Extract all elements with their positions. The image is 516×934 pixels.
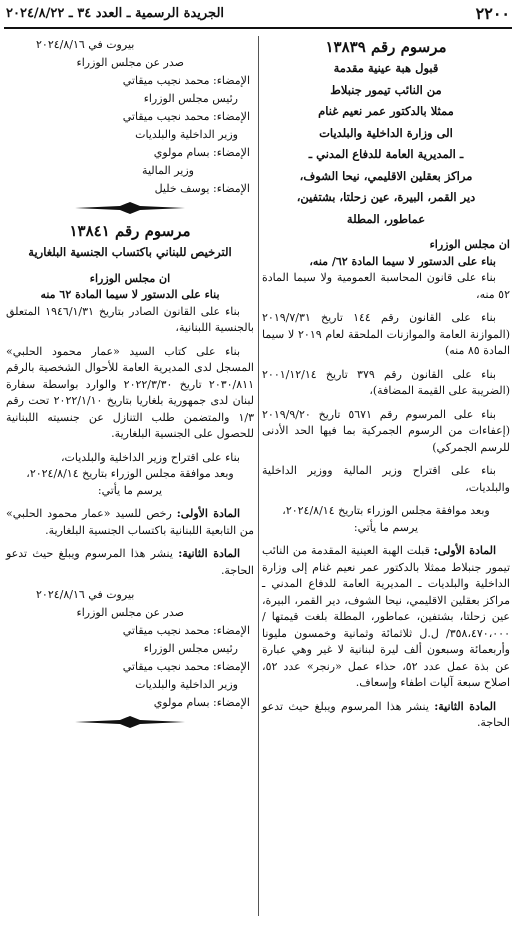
right-column bbox=[262, 36, 510, 732]
article-2-label: المادة الثانية: bbox=[178, 547, 240, 560]
decree-13841-pm-title: رئيس مجلس الوزراء bbox=[143, 642, 238, 655]
decree-13841-subtitle: الترخيص للبناني باكتساب الجنسية البلغارية bbox=[28, 245, 232, 259]
decree-13839-preamble: ان مجلس الوزراء bbox=[429, 238, 510, 251]
decree-13839-recital-4: بناء على القانون رقم ٣٧٩ تاريخ ٢٠٠١/١٢/١٤ (الضريبة على القيمة المضافة)، bbox=[262, 367, 510, 397]
decree-13841-decrees: يرسم ما يأتي: bbox=[97, 483, 163, 497]
decree-13839-subtitle-2: من النائب تيمور جنبلاط bbox=[330, 82, 442, 97]
decree-13841-recital-1: بناء على القانون الصادر بتاريخ ١٩٤٦/١/٣١ المتعلق بالجنسية اللبنانية، bbox=[6, 304, 254, 334]
article-2-text: ينشر هذا المرسوم ويبلغ حيث تدعو الحاجة. bbox=[6, 547, 254, 577]
article-2-label: المادة الثانية: bbox=[434, 699, 496, 713]
header-rule bbox=[4, 27, 512, 29]
page-header bbox=[0, 0, 516, 26]
decree-13841-approval: وبعد موافقة مجلس الوزراء بتاريخ ٢٠٢٤/٨/١٤، bbox=[26, 467, 234, 480]
decree-13839-article-1 bbox=[262, 543, 510, 692]
article-1-text: رخص للسيد «عمار محمود الحلبي» من التابعية اللبنانية باكتساب الجنسية البلغارية. bbox=[6, 507, 254, 537]
decree-13839-subtitle-6: مراكز بعقلين الاقليمي، نيحا الشوف، bbox=[299, 168, 473, 183]
page-number: ٢٢٠٠ bbox=[475, 3, 510, 23]
section-divider bbox=[6, 202, 254, 214]
decree-13839-article-2 bbox=[262, 699, 510, 732]
decree-13839-interior-title: وزير الداخلية والبلديات bbox=[135, 128, 238, 141]
decree-13839-subtitle-1: قبول هبة عينية مقدمة bbox=[333, 61, 439, 75]
decree-13839-recital-2: بناء على قانون المحاسبة العمومية ولا سيما المادة ٥٢ منه، bbox=[262, 271, 510, 301]
decree-13839-place-date: بيروت في ٢٠٢٤/٨/١٦ bbox=[36, 38, 135, 51]
decree-13839-subtitle-7: دير القمر، البيرة، عين زحلتا، بشتفين، bbox=[296, 190, 476, 204]
decree-13839-approval: وبعد موافقة مجلس الوزراء بتاريخ ٢٠٢٤/٨/١٤، bbox=[282, 504, 490, 517]
decree-13841-signed-pm-line: الإمضاء: محمد نجيب ميقاتي bbox=[122, 624, 250, 637]
decree-13839-finance-title: وزير المالية bbox=[142, 164, 194, 177]
decree-13841-title: مرسوم رقم ١٣٨٤١ bbox=[69, 222, 191, 240]
article-1-text: قبلت الهبة العينية المقدمة من النائب تيمور جنبلاط ممثلا بالدكتور عمر نعيم غنام إلى وزارة الداخلية والبلديات ـ المديرية العامة للدفاع المدني ـ مراكز بعقلين الاقليمي، نيحا الشوف، دير القمر، البيرة، عين زحلتا، بشتفين، عماطور، المطلة بلغت قيمتها /٣٥٨،٤٧٠،٠٠٠/ ل.ل ثلاثمائة وثمانية وخمسون مليونا وأربعمائة وسبعون ألف ليرة لبنانية لا غير وهي عبارة عن بذة عمل عدد ٥٢، حذاء عمل «رنجر» عدد ٥٢، اصلاح سبعة آليات اطفاء وإسعاف. bbox=[262, 544, 511, 689]
decree-13841-place-date: بيروت في ٢٠٢٤/٨/١٦ bbox=[36, 588, 135, 601]
decree-13841-interior-signature: الإمضاء: بسام مولوي bbox=[153, 696, 250, 709]
decree-13841-recital-3: بناء على اقتراح وزير الداخلية والبلديات، bbox=[60, 450, 240, 464]
decree-13839-subtitle-3: ممثلا بالدكتور عمر نعيم غنام bbox=[318, 104, 454, 118]
decree-13839-title: مرسوم رقم ١٣٨٣٩ bbox=[325, 38, 447, 56]
decree-13841-article-2 bbox=[6, 546, 254, 579]
running-title: الجريدة الرسمية ـ العدد ٣٤ ـ ٢٠٢٤/٨/٢٢ bbox=[6, 5, 225, 21]
decree-13839-decrees: يرسم ما يأتي: bbox=[353, 520, 419, 534]
article-1-label: المادة الأولى: bbox=[433, 544, 496, 557]
divider-ornament bbox=[75, 202, 185, 214]
column-divider bbox=[258, 36, 259, 916]
decree-13839-recital-1: بناء على الدستور لا سيما المادة ٦٢/ منه، bbox=[309, 254, 496, 268]
decree-13839-pm-title: رئيس مجلس الوزراء bbox=[143, 92, 238, 105]
decree-13839-signed-pm-line: الإمضاء: محمد نجيب ميقاتي bbox=[122, 74, 250, 87]
article-1-label: المادة الأولى: bbox=[176, 507, 241, 520]
decree-13839-recital-6: بناء على اقتراح وزير المالية ووزير الداخلية والبلديات، bbox=[262, 464, 510, 494]
decree-13839-subtitle-8: عماطور، المطلة bbox=[346, 211, 426, 226]
section-divider-bottom bbox=[6, 716, 254, 728]
decree-13839-pm-signature: الإمضاء: محمد نجيب ميقاتي bbox=[122, 110, 250, 123]
decree-13839-issued-by: صدر عن مجلس الوزراء bbox=[76, 56, 184, 69]
decree-13841-interior-title: وزير الداخلية والبلديات bbox=[135, 678, 238, 691]
left-column bbox=[6, 36, 254, 734]
decree-13841-article-1 bbox=[6, 506, 254, 539]
decree-13839-subtitle-5: ـ المديرية العامة للدفاع المدني ـ bbox=[308, 147, 464, 161]
decree-13839-subtitle-4: الى وزارة الداخلية والبلديات bbox=[319, 125, 453, 140]
decree-13841-pm-signature: الإمضاء: محمد نجيب ميقاتي bbox=[122, 660, 250, 673]
decree-13839-interior-signature: الإمضاء: بسام مولوي bbox=[153, 146, 250, 159]
decree-13841-recital-constitution: بناء على الدستور لا سيما المادة ٦٢ منه bbox=[40, 288, 220, 301]
decree-13841-preamble: ان مجلس الوزراء bbox=[89, 271, 171, 285]
decree-13839-recital-3: بناء على القانون رقم ١٤٤ تاريخ ٢٠١٩/٧/٣١ (الموازنة العامة والموازنات الملحقة لعام ٢٠١٩ لا سيما المادة ٨٥ منه) bbox=[262, 311, 510, 357]
divider-ornament bbox=[75, 716, 185, 728]
decree-13839-finance-signature: الإمضاء: يوسف خليل bbox=[154, 182, 250, 195]
article-2-text: ينشر هذا المرسوم ويبلغ حيث تدعو الحاجة. bbox=[262, 699, 510, 729]
decree-13841-issued-by: صدر عن مجلس الوزراء bbox=[76, 606, 184, 619]
decree-13839-recital-5: بناء على المرسوم رقم ٥٦٧١ تاريخ ٢٠١٩/٩/٢٠ (إعفاءات من الرسوم الجمركية بما فيها الحد الأدنى للرسم الجمركي) bbox=[262, 407, 510, 454]
decree-13841-recital-2: بناء على كتاب السيد «عمار محمود الحلبي» المسجل لدى المديرية العامة للأحوال الشخصية بالرقم ٢٠٣٠/٨١١ تاريخ ٢٠٢٢/٣/٣٠ والوارد بواسطة سفارة لبنان لدى جمهورية بلغاريا بتاريخ ٢٠٢٢/١/١٠ تحت رقم ١/٣ والمتضمن طلب التنازل عن جنسيته اللبنانية للحصول على الجنسية البلغارية. bbox=[6, 344, 254, 440]
